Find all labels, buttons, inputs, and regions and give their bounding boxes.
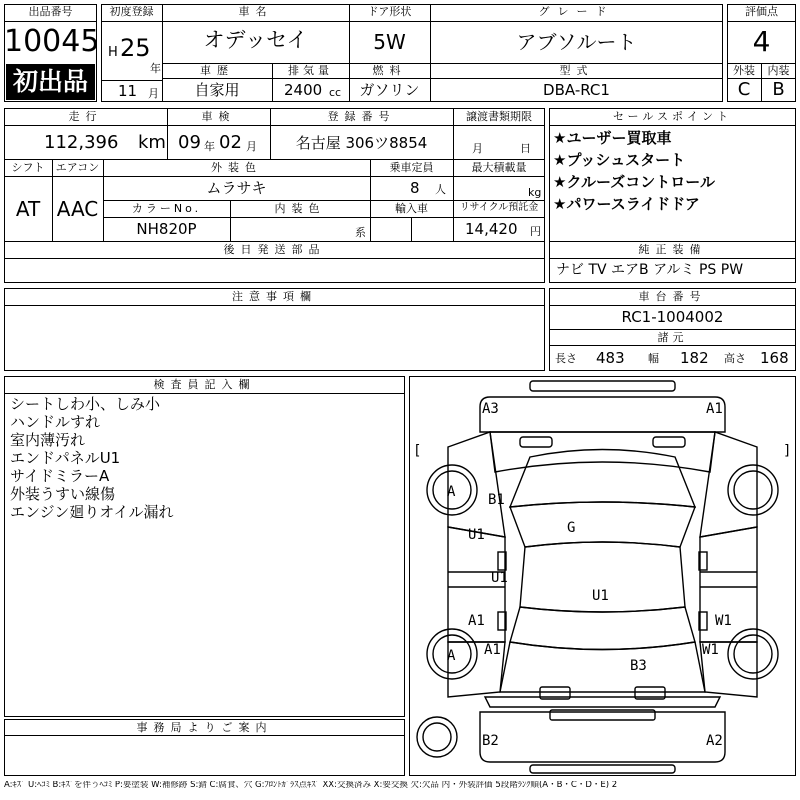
model-value: DBA-RC1 [543,81,610,99]
car-outline [410,377,795,775]
fuel-value: ガソリン [359,81,420,99]
first-reg-year-unit: 年 [150,62,161,75]
grade-value: アブソルート [516,30,637,54]
sales-point-item: ★プッシュスタート [553,151,686,169]
inspection-year: 09 [178,132,201,153]
mileage-unit: km [138,132,166,153]
mark-door-rear-right: W1 [715,613,732,629]
displacement-value: 2400 [284,81,323,99]
mark-roof: G [567,520,576,536]
later-parts-label: 後日発送部品 [223,243,326,256]
inspection-month-unit: 月 [246,140,257,153]
mark-door-front-left: U1 [468,527,485,543]
office-label: 事務局よりご案内 [136,721,273,734]
history-label: 車歴 [200,64,234,77]
recycle-label: リサイクル預託金 [459,202,539,213]
notes-label: 注意事項欄 [232,290,317,303]
import-label: 輸入車 [395,202,428,215]
lot-label: 出品番号 [28,5,73,18]
mark-wheel-front-left: A [447,484,456,500]
length-value: 483 [596,349,625,367]
inspector-line: ハンドルすれ [10,413,101,431]
inspector-label: 検査員記入欄 [153,378,256,391]
height-label: 高さ [724,352,746,365]
inspector-line: エンドパネルU1 [10,449,121,467]
recycle-unit: 円 [530,225,541,238]
int-score-value: B [772,79,785,100]
inspector-line: エンジン廻りオイル漏れ [10,503,174,521]
sales-point-item: ★パワースライドドア [553,195,700,213]
max-load-label: 最大積載量 [471,161,527,174]
inspector-line: サイドミラーA [10,467,110,485]
transfer-label: 譲渡書類期限 [466,110,532,123]
registration-label: 登録番号 [327,110,396,123]
chassis-label: 車台番号 [638,290,707,303]
car-diagram [409,376,796,776]
car-name-label: 車名 [238,5,273,18]
score-value: 4 [752,25,771,58]
mark-middle: U1 [491,570,508,586]
mark-roof-rear: U1 [592,588,609,604]
mark-rear-left: B2 [482,733,499,749]
score-label: 評価点 [745,5,778,18]
displacement-label: 排気量 [288,64,333,77]
mark-bracket-close: ] [783,443,792,459]
mark-front-left: A3 [482,401,499,417]
mark-door-rear-left: A1 [468,613,485,629]
transfer-month-unit: 月 [472,142,483,155]
car-name-value: オデッセイ [203,28,308,52]
width-label: 幅 [648,352,659,365]
grade-label: グレード [538,5,615,18]
model-label: 型式 [559,64,594,77]
first-reg-year: 25 [120,34,151,62]
door-label: ドア形状 [367,5,412,18]
equipment-label: 純正装備 [638,243,707,256]
recycle-value: 14,420 [465,220,518,238]
chassis-value: RC1-1004002 [621,308,724,326]
width-value: 182 [680,349,709,367]
lot-number: 10045 [4,24,100,59]
capacity-unit: 人 [435,183,446,196]
mileage-label: 走行 [68,110,103,123]
equipment-value: ナビ TV エアB アルミ PS PW [556,262,744,278]
ext-score-label: 外装 [733,64,755,77]
exterior-color-value: ムラサキ [206,179,267,197]
inspection-month: 02 [219,132,242,153]
legend: A:ｷｽﾞ U:ﾍｺﾐ B:ｷｽﾞを伴うﾍｺﾐ P:要塗装 W:補修跡 S:錆 C:腐食、穴 G:ﾌﾛﾝﾄｶﾞﾗｽ点ｷｽﾞ XX:交換済み X:要交換 欠:欠品 内・外装評価 5段階ﾗﾝｸ順(A・B・C・D・E) 2 [4,781,618,790]
mark-quarter-left: A1 [484,642,501,658]
ext-score-value: C [737,79,751,100]
mark-rear-right: A2 [706,733,723,749]
mark-quarter-right: W1 [702,642,719,658]
mark-fender-left: B1 [488,492,505,508]
inspection-label: 車検 [201,110,236,123]
aircon-label: エアコン [55,161,100,174]
aircon-value: AAC [56,197,99,221]
color-no-value: NH820P [136,220,197,238]
shift-value: AT [15,197,41,221]
int-score-label: 内装 [767,64,790,77]
first-reg-month-unit: 月 [148,87,159,100]
capacity-value: 8 [410,179,420,197]
max-load-unit: kg [528,186,542,199]
mark-bracket-open: [ [413,443,422,459]
height-value: 168 [760,349,789,367]
color-no-label: カラーNo. [131,202,202,215]
interior-color-suffix: 系 [355,226,366,239]
inspector-line: シートしわ小、しみ小 [10,395,161,413]
displacement-unit: cc [329,86,342,99]
first-listing-badge: 初出品 [6,64,95,100]
length-label: 長さ [555,352,577,365]
mark-front-right: A1 [706,401,723,417]
transfer-day-unit: 日 [520,142,531,155]
sales-points-label: セールスポイント [612,110,732,123]
door-value: 5W [373,30,406,54]
first-reg-era: H [108,45,118,60]
first-reg-month: 11 [118,82,138,100]
mark-rear-hatch: B3 [630,658,647,674]
mileage-value: 112,396 [44,132,119,153]
sales-point-item: ★ユーザー買取車 [553,129,672,147]
history-value: 自家用 [194,81,240,99]
interior-color-label: 内装色 [274,202,326,215]
exterior-color-label: 外装色 [211,161,262,174]
inspection-year-unit: 年 [204,140,215,153]
inspector-line: 室内薄汚れ [10,431,86,449]
capacity-label: 乗車定員 [389,161,434,174]
fuel-label: 燃料 [372,64,407,77]
sales-point-item: ★クルーズコントロール [553,173,715,191]
inspector-line: 外装うすい線傷 [10,485,116,503]
dimensions-label: 諸元 [657,331,688,344]
shift-label: シフト [11,161,45,174]
first-reg-label: 初度登録 [109,5,154,18]
mark-wheel-rear-left: A [447,648,456,664]
registration-value: 名古屋 306ツ8854 [295,134,428,152]
